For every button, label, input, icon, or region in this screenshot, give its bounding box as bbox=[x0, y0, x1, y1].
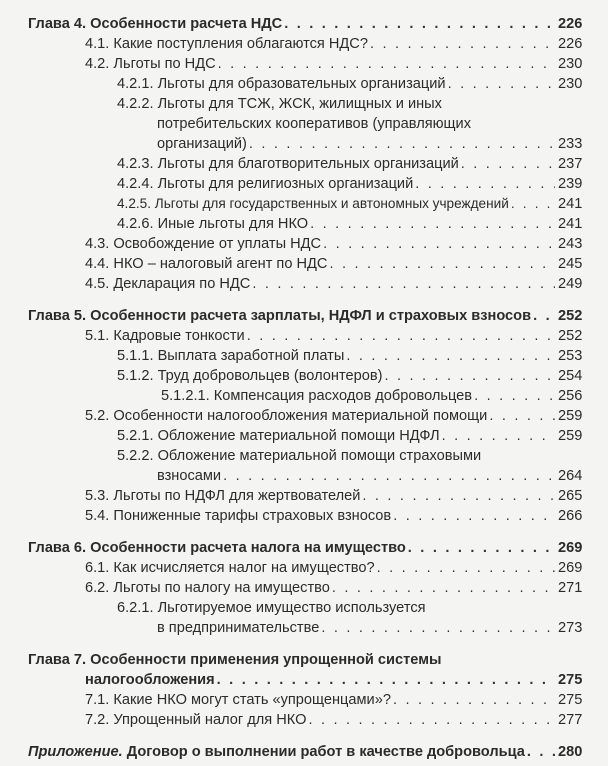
entry-title-continuation: потребительских кооперативов (управляющих bbox=[157, 116, 472, 132]
entry-number: 5.1. bbox=[85, 328, 110, 344]
entry-number: 4.5. bbox=[85, 276, 110, 292]
toc-entry bbox=[28, 690, 583, 710]
leader-dots bbox=[533, 306, 555, 326]
entry-title: Особенности налогообложения материальной помощи bbox=[113, 408, 488, 424]
entry-title-continuation: взносами bbox=[157, 468, 222, 484]
leader-dots bbox=[393, 690, 555, 710]
page-number: 273 bbox=[558, 620, 583, 636]
leader-dots bbox=[217, 670, 555, 690]
entry-title-continuation: организаций) bbox=[157, 136, 247, 152]
page-number: 254 bbox=[558, 368, 583, 384]
entry-number: 5.3. bbox=[85, 488, 110, 504]
page-number: 259 bbox=[558, 408, 583, 424]
entry-title: Льготы для ТСЖ, ЖСК, жилищных и иных bbox=[157, 96, 442, 112]
leader-dots bbox=[249, 134, 555, 154]
entry-number: 4.2.3. bbox=[117, 156, 154, 172]
toc-entry bbox=[28, 274, 583, 294]
entry-number: 5.1.2. bbox=[117, 368, 154, 384]
leader-dots bbox=[362, 486, 555, 506]
page-number: 266 bbox=[558, 508, 583, 524]
toc-entry bbox=[28, 346, 583, 366]
entry-number: 5.2.2. bbox=[117, 448, 154, 464]
chapter-heading bbox=[28, 306, 583, 326]
chapter-heading bbox=[28, 14, 583, 34]
entry-number: 4.2.2. bbox=[117, 96, 154, 112]
section-gap bbox=[28, 294, 580, 306]
page-number: 271 bbox=[558, 580, 583, 596]
chapter-title: Глава 4. Особенности расчета НДС bbox=[28, 16, 283, 32]
section-gap bbox=[28, 526, 580, 538]
entry-title: Льготы по НДС bbox=[113, 56, 216, 72]
toc-entry bbox=[28, 406, 583, 426]
toc-entry bbox=[28, 598, 580, 618]
page-number: 226 bbox=[558, 36, 583, 52]
chapter-title: Глава 5. Особенности расчета зарплаты, НДФЛ и страховых взносов bbox=[28, 308, 532, 324]
toc-entry-continuation bbox=[28, 618, 583, 638]
entry-title: Выплата заработной платы bbox=[157, 348, 345, 364]
entry-number: 4.2.4. bbox=[117, 176, 154, 192]
page-number: 245 bbox=[558, 256, 583, 272]
toc-entry bbox=[28, 54, 583, 74]
toc-entry-continuation bbox=[28, 114, 580, 134]
leader-dots bbox=[218, 54, 555, 74]
toc-entry bbox=[28, 710, 583, 730]
toc-entry bbox=[28, 154, 583, 174]
entry-title: Труд добровольцев (волонтеров) bbox=[157, 368, 383, 384]
entry-title: Льготируемое имущество используется bbox=[157, 600, 426, 616]
entry-title: Иные льготы для НКО bbox=[157, 216, 309, 232]
entry-title: Упрощенный налог для НКО bbox=[113, 712, 307, 728]
leader-dots bbox=[323, 234, 555, 254]
page-number: 259 bbox=[558, 428, 583, 444]
chapter-title-continuation: налогообложения bbox=[85, 672, 215, 688]
section-gap bbox=[28, 638, 580, 650]
leader-dots bbox=[489, 406, 555, 426]
leader-dots bbox=[284, 14, 555, 34]
page-number: 252 bbox=[558, 328, 583, 344]
page-number: 233 bbox=[558, 136, 583, 152]
entry-number: 4.2.5. bbox=[117, 196, 152, 211]
entry-number: 4.2. bbox=[85, 56, 110, 72]
page-number: 277 bbox=[558, 712, 583, 728]
entry-number: 4.2.1. bbox=[117, 76, 154, 92]
entry-title: Как исчисляется налог на имущество? bbox=[113, 560, 375, 576]
toc-entry bbox=[28, 254, 583, 274]
chapter-title: Глава 6. Особенности расчета налога на имущество bbox=[28, 540, 406, 556]
page-number: 230 bbox=[558, 76, 583, 92]
leader-dots bbox=[223, 466, 555, 486]
entry-number: 5.2.1. bbox=[117, 428, 154, 444]
entry-number: 6.1. bbox=[85, 560, 110, 576]
leader-dots bbox=[384, 366, 555, 386]
leader-dots bbox=[332, 578, 555, 598]
appendix-label: Приложение. bbox=[28, 744, 123, 760]
toc-entry bbox=[28, 326, 583, 346]
entry-number: 6.2.1. bbox=[117, 600, 154, 616]
chapter-heading-continuation bbox=[28, 670, 583, 690]
page-number: 241 bbox=[558, 196, 583, 212]
toc-entry bbox=[28, 94, 580, 114]
entry-number: 4.2.6. bbox=[117, 216, 154, 232]
entry-title: Освобождение от уплаты НДС bbox=[113, 236, 322, 252]
chapter-heading bbox=[28, 650, 580, 670]
leader-dots bbox=[377, 558, 555, 578]
entry-number: 5.1.2.1. bbox=[161, 388, 210, 404]
entry-number: 5.2. bbox=[85, 408, 110, 424]
leader-dots bbox=[511, 194, 555, 214]
entry-title: Декларация по НДС bbox=[113, 276, 251, 292]
toc-entry bbox=[28, 386, 583, 406]
toc-entry bbox=[28, 74, 583, 94]
leader-dots bbox=[346, 346, 555, 366]
entry-number: 7.1. bbox=[85, 692, 110, 708]
toc-entry bbox=[28, 174, 583, 194]
entry-number: 4.3. bbox=[85, 236, 110, 252]
page-number: 226 bbox=[558, 16, 583, 32]
entry-number: 7.2. bbox=[85, 712, 110, 728]
entry-number: 4.1. bbox=[85, 36, 110, 52]
leader-dots bbox=[474, 386, 555, 406]
page-number: 265 bbox=[558, 488, 583, 504]
entry-title: НКО – налоговый агент по НДС bbox=[113, 256, 328, 272]
entry-title: Обложение материальной помощи НДФЛ bbox=[157, 428, 440, 444]
toc-entry-continuation bbox=[28, 466, 583, 486]
entry-number: 4.4. bbox=[85, 256, 110, 272]
toc-entry bbox=[28, 34, 583, 54]
entry-title: Льготы для благотворительных организаций bbox=[157, 156, 459, 172]
page-number: 243 bbox=[558, 236, 583, 252]
entry-number: 5.1.1. bbox=[117, 348, 154, 364]
page-number: 264 bbox=[558, 468, 583, 484]
entry-number: 5.4. bbox=[85, 508, 110, 524]
leader-dots bbox=[329, 254, 555, 274]
page-number: 230 bbox=[558, 56, 583, 72]
page-number: 275 bbox=[558, 672, 583, 688]
page-number: 269 bbox=[558, 540, 583, 556]
page-number: 239 bbox=[558, 176, 583, 192]
entry-title: Льготы по НДФЛ для жертвователей bbox=[113, 488, 361, 504]
entry-title: Льготы для религиозных организаций bbox=[157, 176, 414, 192]
toc-entry bbox=[28, 366, 583, 386]
leader-dots bbox=[309, 710, 556, 730]
page-number: 249 bbox=[558, 276, 583, 292]
entry-number: 6.2. bbox=[85, 580, 110, 596]
page-number: 269 bbox=[558, 560, 583, 576]
leader-dots bbox=[321, 618, 555, 638]
entry-title: Льготы для государственных и автономных учреждений bbox=[154, 196, 509, 211]
toc-entry bbox=[28, 234, 583, 254]
entry-title-continuation: в предпринимательстве bbox=[157, 620, 320, 636]
toc-entry bbox=[28, 578, 583, 598]
entry-title: Льготы по налогу на имущество bbox=[113, 580, 330, 596]
entry-title: Пониженные тарифы страховых взносов bbox=[113, 508, 392, 524]
toc-entry bbox=[28, 194, 583, 214]
entry-title: Какие поступления облагаются НДС? bbox=[113, 36, 368, 52]
page-number: 241 bbox=[558, 216, 583, 232]
page-number: 256 bbox=[558, 388, 583, 404]
toc-entry bbox=[28, 558, 583, 578]
page-number: 280 bbox=[558, 744, 583, 760]
entry-title: Какие НКО могут стать «упрощенцами»? bbox=[113, 692, 391, 708]
toc-entry bbox=[28, 506, 583, 526]
leader-dots bbox=[370, 34, 555, 54]
appendix-title: Договор о выполнении работ в качестве добровольца bbox=[126, 744, 525, 760]
page-number: 252 bbox=[558, 308, 583, 324]
entry-title: Кадровые тонкости bbox=[113, 328, 245, 344]
leader-dots bbox=[247, 326, 555, 346]
chapter-heading bbox=[28, 538, 583, 558]
page-number: 275 bbox=[558, 692, 583, 708]
entry-title: Обложение материальной помощи страховыми bbox=[157, 448, 482, 464]
leader-dots bbox=[527, 742, 555, 762]
leader-dots bbox=[442, 426, 555, 446]
toc-entry bbox=[28, 426, 583, 446]
section-gap bbox=[28, 730, 580, 742]
entry-title: Компенсация расходов добровольцев bbox=[213, 388, 473, 404]
leader-dots bbox=[252, 274, 555, 294]
appendix-heading bbox=[28, 742, 583, 762]
leader-dots bbox=[415, 174, 555, 194]
page-number: 237 bbox=[558, 156, 583, 172]
leader-dots bbox=[310, 214, 555, 234]
leader-dots bbox=[461, 154, 555, 174]
toc-entry bbox=[28, 446, 580, 466]
page-number: 253 bbox=[558, 348, 583, 364]
chapter-title: Глава 7. Особенности применения упрощенной системы bbox=[28, 652, 442, 668]
toc-entry-continuation bbox=[28, 134, 583, 154]
leader-dots bbox=[448, 74, 555, 94]
toc-entry bbox=[28, 486, 583, 506]
toc-entry bbox=[28, 214, 583, 234]
entry-title: Льготы для образовательных организаций bbox=[157, 76, 446, 92]
leader-dots bbox=[393, 506, 555, 526]
leader-dots bbox=[408, 538, 555, 558]
